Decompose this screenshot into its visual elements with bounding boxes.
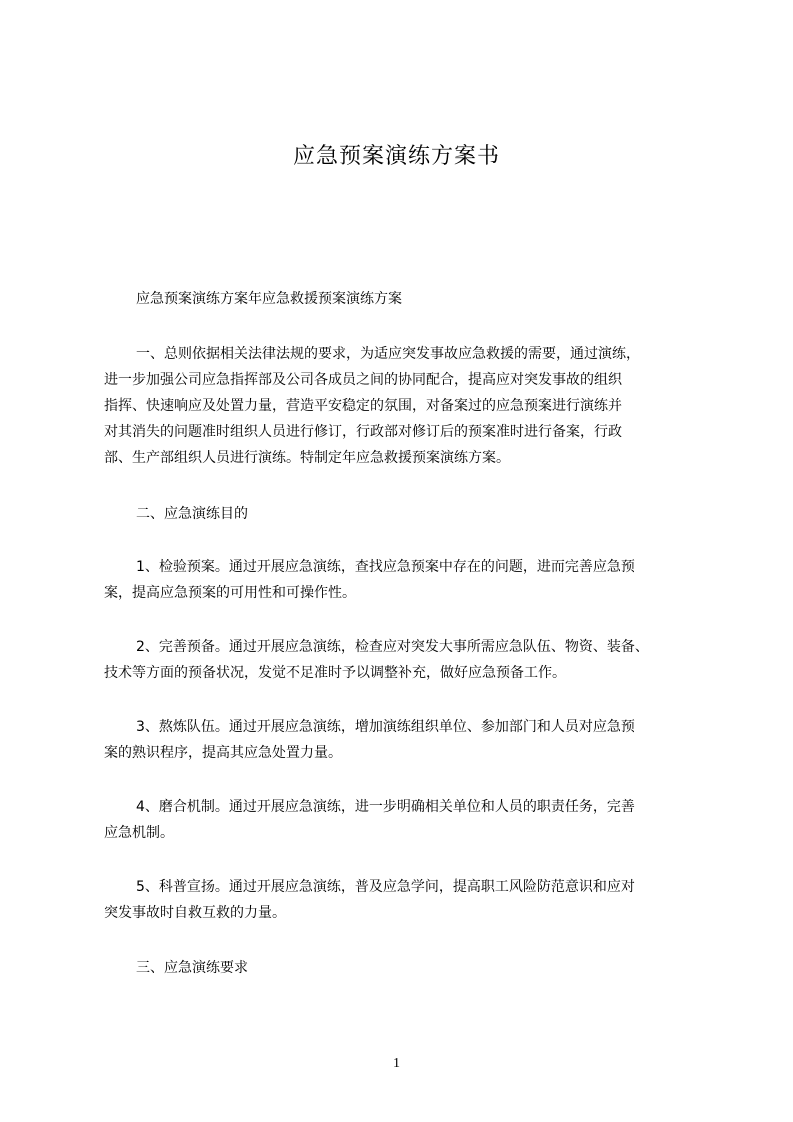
item1-paragraph — [104, 554, 716, 606]
section3-heading: 三、应急演练要求 — [136, 960, 248, 976]
item4-paragraph — [104, 794, 716, 846]
item3-line-2: 案的熟识程序，提高其应急处置力量。 — [104, 745, 342, 761]
item3-paragraph — [104, 714, 716, 766]
page-number: 1 — [393, 1056, 400, 1071]
document-title: 应急预案演练方案书 — [292, 144, 500, 169]
item2-line-2: 技术等方面的预备状况，发觉不足准时予以调整补充，做好应急预备工作。 — [104, 665, 566, 681]
item5-line-1: 5、科普宣扬。通过开展应急演练，普及应急学问，提高职工风险防范意识和应对 — [136, 879, 635, 895]
section2-heading-paragraph — [104, 501, 716, 527]
item5-line-2: 突发事故时自救互救的力量。 — [104, 905, 286, 921]
item1-line-2: 案，提高应急预案的可用性和可操作性。 — [104, 585, 356, 601]
subtitle-paragraph — [104, 286, 716, 312]
section3-heading-paragraph — [104, 955, 716, 981]
item5-paragraph — [104, 874, 716, 926]
section1-line-2: 进一步加强公司应急指挥部及公司各成员之间的协同配合，提高应对突发事故的组织 — [104, 372, 622, 388]
item2-paragraph — [104, 634, 716, 686]
item2-line-1: 2、完善预备。通过开展应急演练，检查应对突发大事所需应急队伍、物资、装备、 — [136, 639, 649, 655]
section1-line-4: 对其消失的问题准时组织人员进行修订，行政部对修订后的预案准时进行备案，行政 — [104, 424, 622, 440]
section1-paragraph — [104, 341, 716, 471]
subtitle-line: 应急预案演练方案年应急救援预案演练方案 — [136, 291, 402, 307]
section1-line-5: 部、生产部组织人员进行演练。特制定年应急救援预案演练方案。 — [104, 450, 510, 466]
item4-line-1: 4、磨合机制。通过开展应急演练，进一步明确相关单位和人员的职责任务，完善 — [136, 799, 635, 815]
section1-line-1: 一、总则依据相关法律法规的要求，为适应突发事故应急救援的需要，通过演练， — [136, 346, 640, 362]
section2-heading: 二、应急演练目的 — [136, 506, 248, 522]
item4-line-2: 应急机制。 — [104, 825, 174, 841]
section1-line-3: 指挥、快速响应及处置力量，营造平安稳定的氛围，对备案过的应急预案进行演练并 — [104, 398, 622, 414]
item1-line-1: 1、检验预案。通过开展应急演练，查找应急预案中存在的问题，进而完善应急预 — [136, 559, 635, 575]
item3-line-1: 3、熬炼队伍。通过开展应急演练，增加演练组织单位、参加部门和人员对应急预 — [136, 719, 635, 735]
